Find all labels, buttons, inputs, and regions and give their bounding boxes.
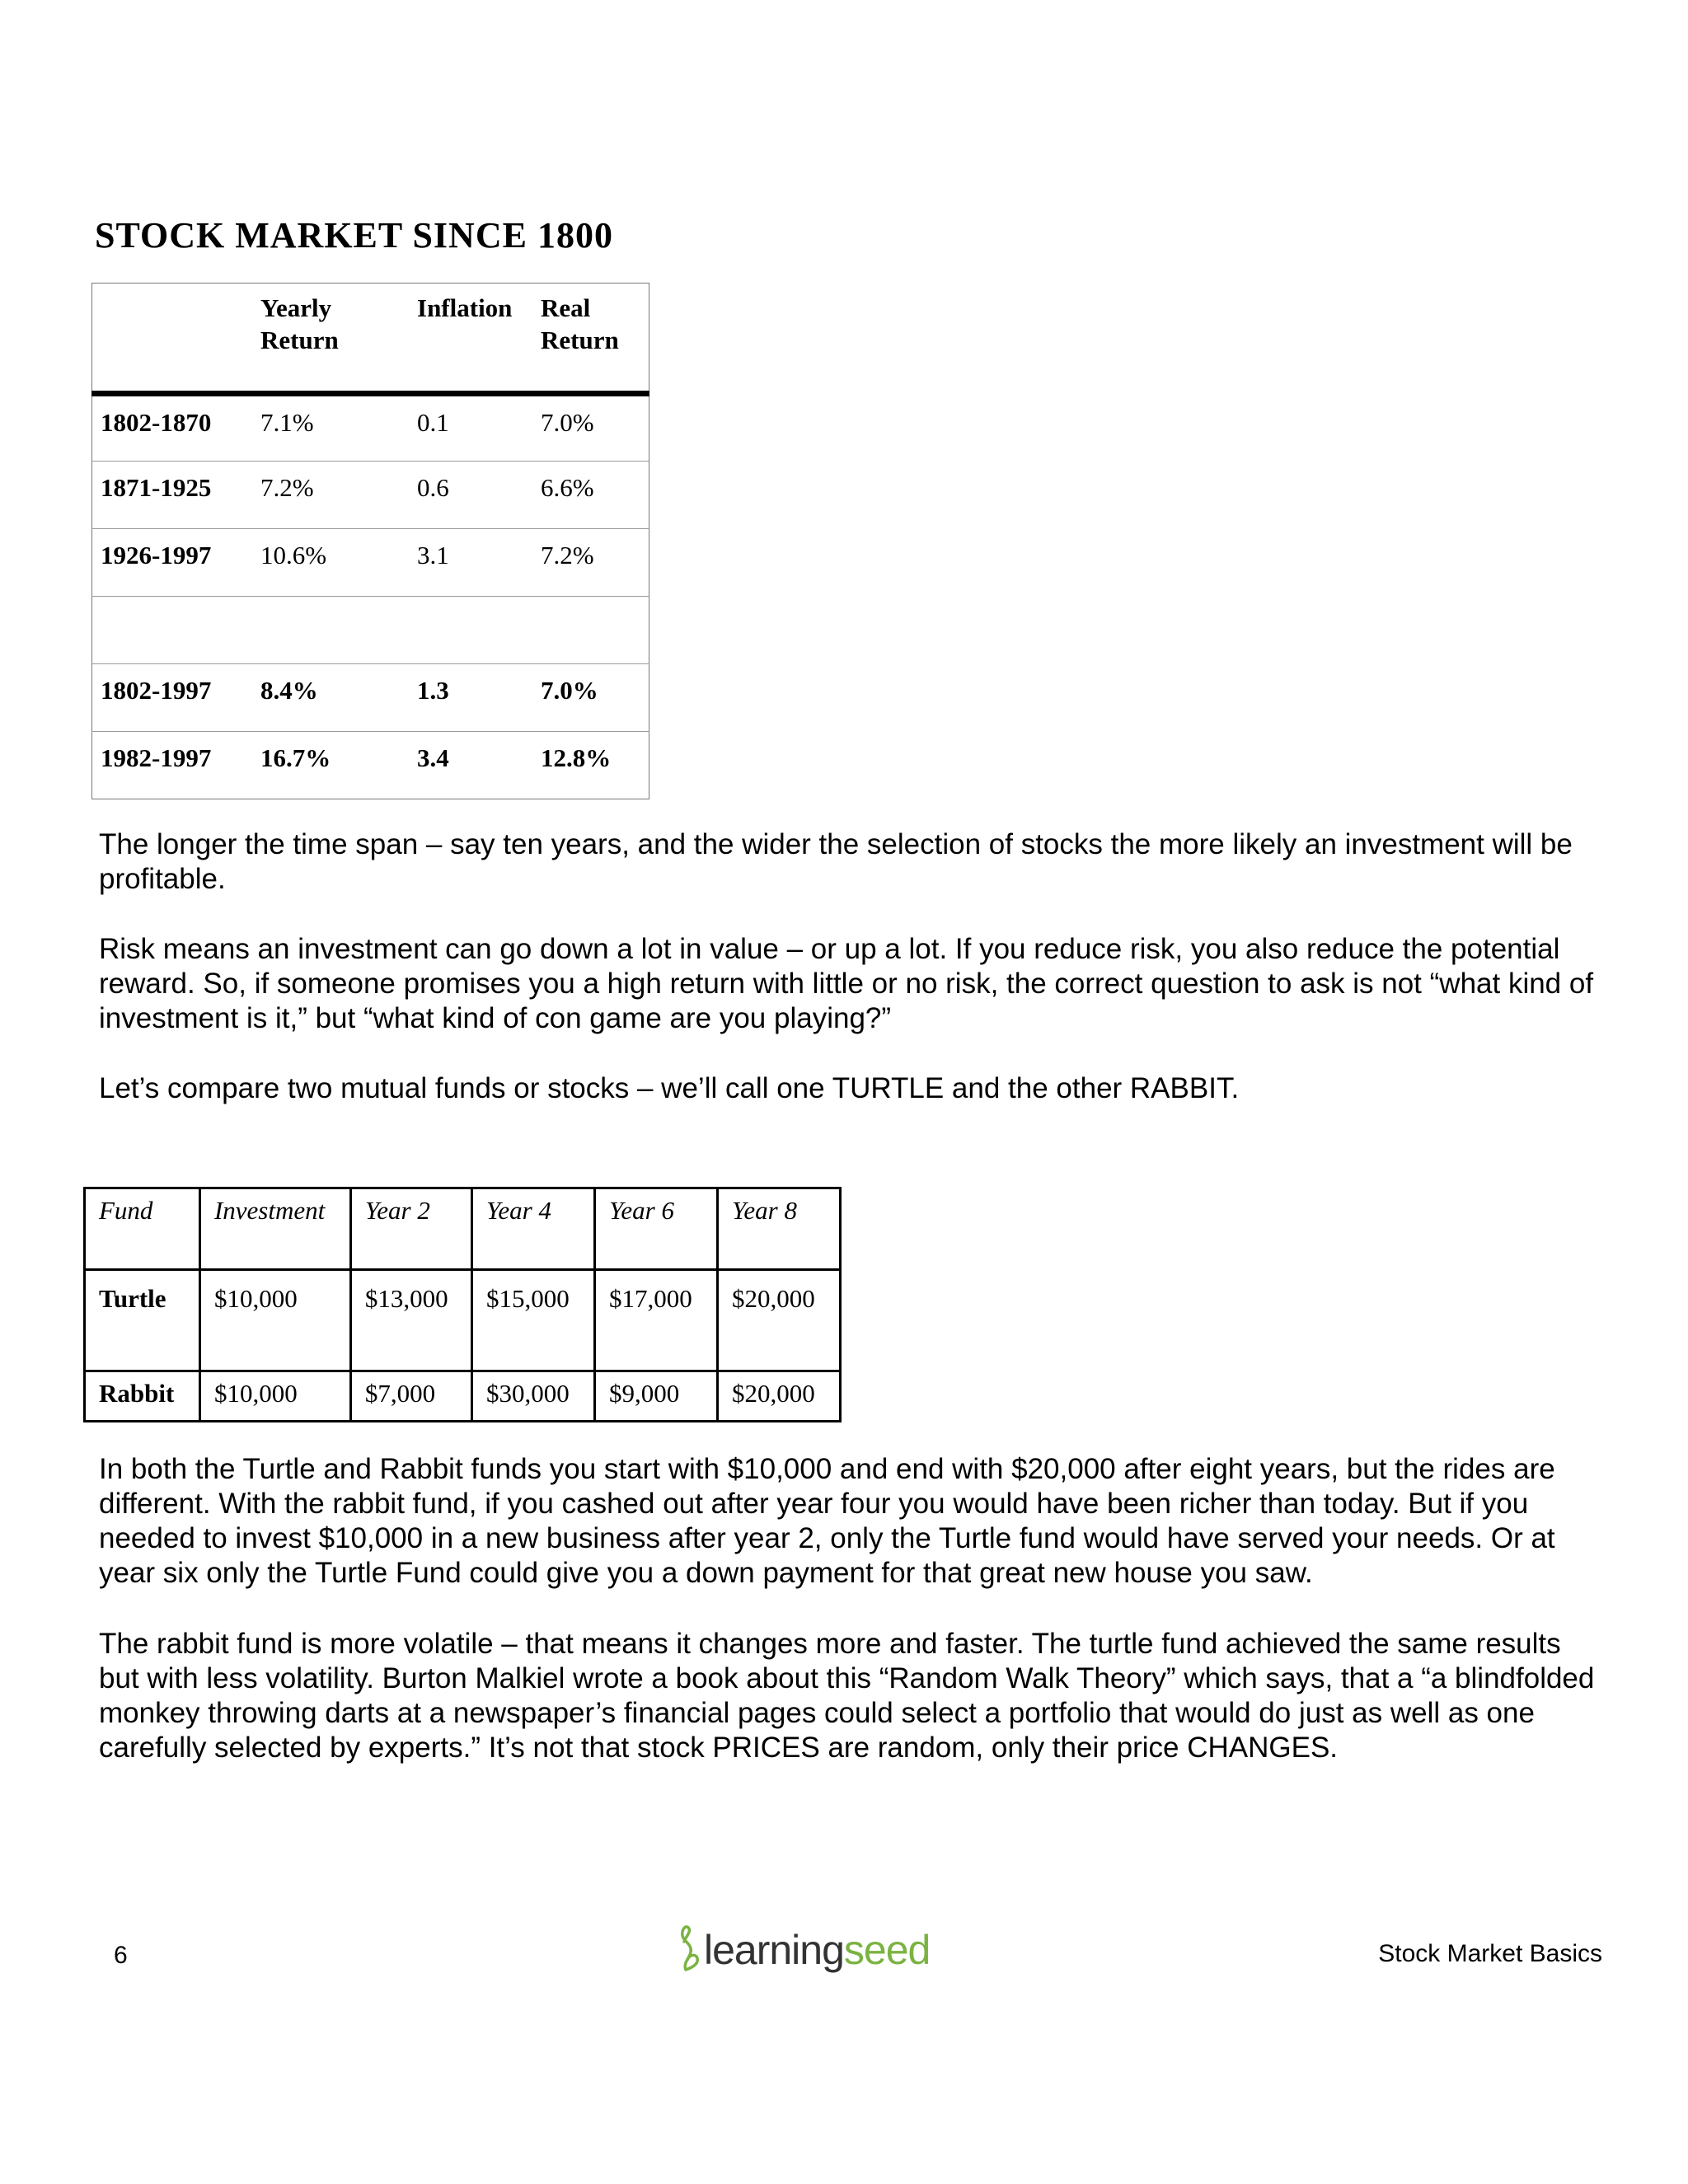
column-header-year-8: Year 8 <box>717 1188 840 1270</box>
column-header-real-return: Real Return <box>541 293 619 354</box>
paragraph-turtle-rabbit: In both the Turtle and Rabbit funds you start with $10,000 and end with $20,000 after eight years, but the rides are different. With the rabbit fund, if you cashed out after year four you would have been richer than today. But if you needed to invest $10,000 in a new business after year 2, only the Turtle fund would have served your needs. Or at year six only the Turtle Fund could give you a down payment for that great new house you saw. <box>99 1453 1555 1589</box>
paragraph-time-span: The longer the time span – say ten years, and the wider the selection of stocks the more likely an investment will be profitable. <box>99 828 1573 895</box>
table-row-empty <box>92 597 649 664</box>
stock-market-table <box>91 283 649 799</box>
learningseed-logo <box>674 1919 930 1973</box>
inflation-cell: 3.4 <box>417 743 449 772</box>
real-return-cell: 7.0% <box>541 408 594 437</box>
table-row <box>92 394 649 462</box>
footer-title: Stock Market Basics <box>1378 1940 1602 1967</box>
paragraph-risk: Risk means an investment can go down a lot in value – or up a lot. If you reduce risk, you also reduce the potential reward. So, if someone promises you a high return with little or no risk, the correct question to ask is not “what kind of investment is it,” but “what kind of con game are you playing?” <box>99 933 1594 1034</box>
table-row-rabbit <box>85 1371 841 1422</box>
logo-wordmark: learningseed <box>704 1927 931 1973</box>
fund-name-cell: Rabbit <box>85 1371 200 1422</box>
table-header-row <box>92 284 649 394</box>
inflation-cell: 0.1 <box>417 408 449 437</box>
value-cell: $7,000 <box>350 1371 471 1422</box>
value-cell: $13,000 <box>350 1270 471 1371</box>
column-header-year-6: Year 6 <box>595 1188 718 1270</box>
page-heading: STOCK MARKET SINCE 1800 <box>95 216 613 249</box>
yearly-return-cell: 10.6% <box>260 541 327 569</box>
yearly-return-cell: 16.7% <box>260 743 331 772</box>
real-return-cell: 12.8% <box>541 743 612 772</box>
page-number: 6 <box>114 1942 128 1969</box>
column-header-year-2: Year 2 <box>350 1188 471 1270</box>
value-cell: $9,000 <box>595 1371 718 1422</box>
yearly-return-cell: 7.1% <box>260 408 314 437</box>
inflation-cell: 1.3 <box>417 676 449 705</box>
table-row-turtle <box>85 1270 841 1371</box>
value-cell: $15,000 <box>472 1270 595 1371</box>
table-row <box>92 732 649 799</box>
period-cell: 1871-1925 <box>101 473 212 502</box>
period-cell: 1802-1870 <box>101 408 212 437</box>
column-header-yearly-return: Yearly Return <box>260 293 339 354</box>
real-return-cell: 6.6% <box>541 473 594 502</box>
table-row <box>92 462 649 529</box>
period-cell: 1802-1997 <box>101 676 212 705</box>
table-row <box>92 664 649 732</box>
real-return-cell: 7.2% <box>541 541 594 569</box>
yearly-return-cell: 7.2% <box>260 473 314 502</box>
value-cell: $17,000 <box>595 1270 718 1371</box>
fund-name-cell: Turtle <box>85 1270 200 1371</box>
fund-comparison-table <box>83 1187 842 1422</box>
column-header-investment: Investment <box>199 1188 350 1270</box>
paragraph-volatility: The rabbit fund is more volatile – that means it changes more and faster. The turtle fund achieved the same results but with less volatility. Burton Malkiel wrote a book about this “Random Walk Theory” which says, that a “a blindfolded monkey throwing darts at a newspaper’s financial pages could select a portfolio that would do just as well as one carefully selected by experts.” It’s not that stock PRICES are random, only their price CHANGES. <box>99 1628 1595 1764</box>
real-return-cell: 7.0% <box>541 676 598 705</box>
inflation-cell <box>417 597 541 664</box>
inflation-cell: 0.6 <box>417 473 449 502</box>
value-cell: $20,000 <box>717 1270 840 1371</box>
yearly-return-cell: 8.4% <box>260 676 318 705</box>
yearly-return-cell <box>260 597 417 664</box>
column-header-fund: Fund <box>85 1188 200 1270</box>
value-cell: $10,000 <box>199 1270 350 1371</box>
real-return-cell <box>541 597 649 664</box>
value-cell: $10,000 <box>199 1371 350 1422</box>
period-cell: 1926-1997 <box>101 541 212 569</box>
paragraph-compare: Let’s compare two mutual funds or stocks – we’ll call one TURTLE and the other RABBIT. <box>99 1072 1240 1104</box>
table-header-row <box>85 1188 841 1270</box>
column-header <box>92 284 261 394</box>
column-header-inflation: Inflation <box>417 293 513 322</box>
seed-sprout-icon <box>674 1922 704 1973</box>
value-cell: $30,000 <box>472 1371 595 1422</box>
period-cell <box>92 597 261 664</box>
value-cell: $20,000 <box>717 1371 840 1422</box>
period-cell: 1982-1997 <box>101 743 212 772</box>
column-header-year-4: Year 4 <box>472 1188 595 1270</box>
inflation-cell: 3.1 <box>417 541 449 569</box>
table-row <box>92 529 649 597</box>
